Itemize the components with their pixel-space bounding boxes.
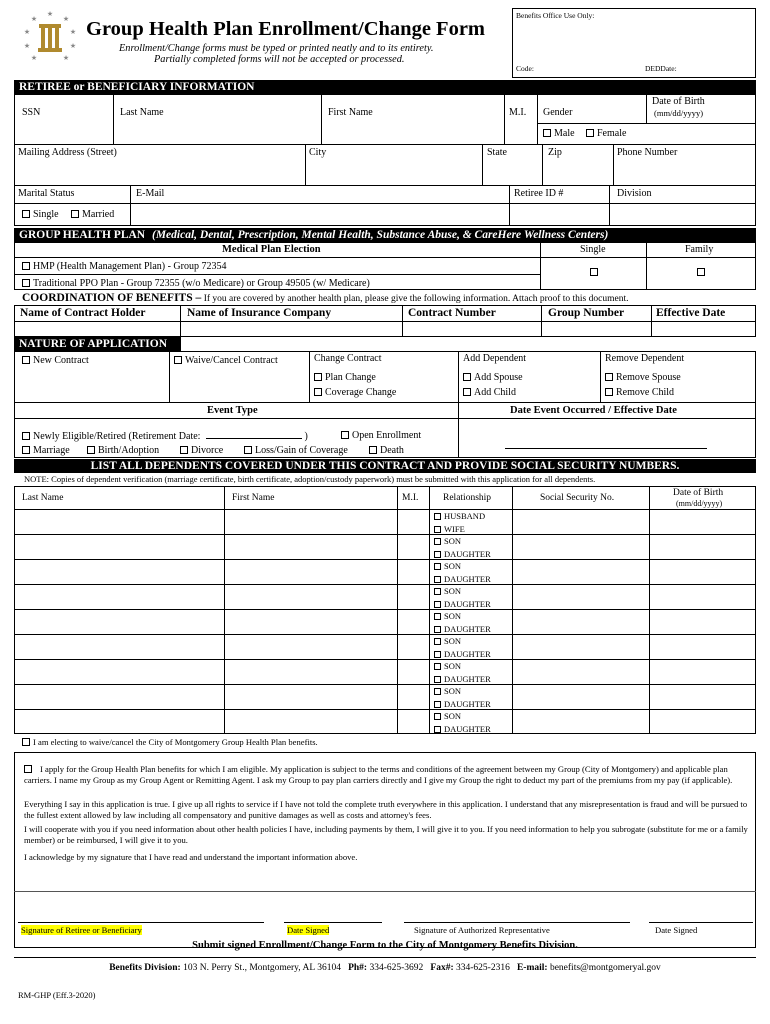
married-checkbox[interactable]	[71, 210, 79, 218]
son-label: SON	[444, 611, 462, 621]
son-option[interactable]	[434, 685, 491, 698]
remove-child-checkbox[interactable]	[605, 388, 613, 396]
dob-label: Date of Birth	[652, 96, 705, 107]
dependents-title: LIST ALL DEPENDENTS COVERED UNDER THIS CONTRACT AND PROVIDE SOCIAL SECURITY NUMBERS.	[90, 460, 680, 472]
son-option[interactable]	[434, 660, 491, 673]
daughter-label: DAUGHTER	[444, 598, 491, 609]
ssn-label: SSN	[22, 107, 41, 118]
daughter-option[interactable]	[434, 573, 491, 586]
remove-child-option[interactable]	[605, 387, 674, 398]
date-signed-line-2[interactable]	[649, 922, 753, 923]
daughter-checkbox[interactable]	[434, 701, 441, 708]
marriage-label: Marriage	[33, 445, 70, 456]
gender-label: Gender	[543, 107, 573, 118]
medical-plan-election-header: Medical Plan Election	[222, 244, 321, 255]
rel-row-1	[434, 510, 485, 535]
daughter-option[interactable]	[434, 598, 491, 611]
form-subtitle-2: Partially completed forms will not be accepted or processed.	[154, 54, 405, 65]
loss-gain-label: Loss/Gain of Coverage	[255, 445, 348, 456]
dep-relationship-header: Relationship	[443, 493, 492, 503]
single-plan-checkbox[interactable]	[590, 268, 598, 276]
terms-paragraph-1	[24, 764, 754, 786]
contract-holder-header: Name of Contract Holder	[20, 307, 146, 319]
terms-p1-text: I apply for the Group Health Plan benefits for which I am eligible. My application is subject to the terms and conditions of the agreement between my Group (City of Montgomery) and applicable plan carriers. I name my Group as my Group Agent or Remitting Agent. I ask my Group to pay plan carriers directly and I give my Group the right to deduct my part of the premiums from my pay (if applicable).	[24, 764, 733, 785]
husband-label: HUSBAND	[444, 511, 486, 521]
daughter-checkbox[interactable]	[434, 626, 441, 633]
division-label: Benefits Division:	[109, 963, 181, 973]
female-checkbox[interactable]	[586, 129, 594, 137]
wife-label: WIFE	[444, 523, 465, 534]
mailing-address-label: Mailing Address (Street)	[18, 147, 117, 158]
daughter-checkbox[interactable]	[434, 576, 441, 583]
son-label: SON	[444, 561, 462, 571]
plan-section-subtitle: (Medical, Dental, Prescription, Mental Health, Substance Abuse, & CareHere Wellness Centers)	[151, 229, 609, 241]
rep-signature-label: Signature of Authorized Representative	[414, 925, 550, 935]
zip-label: Zip	[548, 147, 562, 158]
plan-change-label: Plan Change	[325, 372, 376, 383]
newly-eligible-checkbox[interactable]	[22, 432, 30, 440]
state-label: State	[487, 147, 507, 158]
ppo-checkbox[interactable]	[22, 279, 30, 287]
dependent-row-divider	[14, 709, 756, 710]
open-enrollment-checkbox[interactable]	[341, 431, 349, 439]
dependent-row-divider	[14, 684, 756, 685]
fax-label: Fax#:	[430, 963, 454, 973]
son-checkbox[interactable]	[434, 663, 441, 670]
svg-text:★: ★	[23, 28, 31, 36]
dependents-section-header	[14, 459, 756, 473]
daughter-option[interactable]	[434, 698, 491, 711]
svg-text:★: ★	[62, 54, 70, 62]
dependent-row-divider	[14, 534, 756, 535]
cob-description: If you are covered by another health plan, please give the following information. Attach proof to this document.	[203, 294, 629, 304]
form-title: Group Health Plan Enrollment/Change Form	[86, 18, 486, 40]
rel-row-8	[434, 685, 491, 710]
division-label: Division	[617, 188, 652, 199]
form-subtitle-1: Enrollment/Change forms must be typed or printed neatly and to its entirety.	[119, 43, 434, 54]
son-checkbox[interactable]	[434, 563, 441, 570]
code-label: Code:	[516, 64, 534, 73]
plan-change-option[interactable]	[314, 372, 376, 383]
waive-contract-option[interactable]	[174, 355, 278, 366]
waive-benefits-text: I am electing to waive/cancel the City of Montgomery Group Health Plan benefits.	[33, 737, 318, 747]
contract-number-header: Contract Number	[408, 307, 496, 319]
female-label: Female	[597, 128, 627, 139]
mi-label: M.I.	[509, 107, 527, 118]
dependent-row-divider	[14, 584, 756, 585]
male-checkbox[interactable]	[543, 129, 551, 137]
plan-change-checkbox[interactable]	[314, 373, 322, 381]
single-header: Single	[580, 244, 606, 255]
add-child-option[interactable]	[463, 387, 516, 398]
dependent-row-divider	[14, 509, 756, 510]
daughter-checkbox[interactable]	[434, 651, 441, 658]
email-label: E-Mail	[136, 188, 165, 199]
plan-section-title: GROUP HEALTH PLAN	[19, 229, 146, 241]
svg-text:★: ★	[62, 15, 70, 23]
date-event-header: Date Event Occurred / Effective Date	[510, 405, 677, 416]
death-label: Death	[380, 445, 404, 456]
retirement-date-input[interactable]	[206, 430, 302, 439]
son-option[interactable]	[434, 710, 491, 723]
daughter-option[interactable]	[434, 673, 491, 686]
dob-format-label: (mm/dd/yyyy)	[654, 108, 704, 118]
city-seal-logo	[22, 8, 78, 64]
coverage-change-option[interactable]	[314, 387, 396, 398]
waive-benefits-checkbox[interactable]	[22, 738, 30, 746]
group-number-header: Group Number	[548, 307, 625, 319]
event-date-input[interactable]	[505, 448, 707, 449]
divorce-label: Divorce	[191, 445, 224, 456]
hmp-checkbox[interactable]	[22, 262, 30, 270]
birth-adoption-checkbox[interactable]	[87, 446, 95, 454]
change-contract-label: Change Contract	[314, 353, 382, 364]
daughter-option[interactable]	[434, 623, 491, 636]
divorce-checkbox[interactable]	[180, 446, 188, 454]
family-header: Family	[685, 244, 714, 255]
dependent-row-divider	[14, 559, 756, 560]
rel-row-5	[434, 610, 491, 635]
dependent-row-divider	[14, 609, 756, 610]
dep-dob-header: Date of Birth	[673, 488, 724, 498]
svg-text:★: ★	[30, 54, 38, 62]
dep-mi-header: M.I.	[402, 493, 419, 503]
daughter-checkbox[interactable]	[434, 676, 441, 683]
svg-text:★: ★	[46, 10, 54, 18]
hmp-label: HMP (Health Management Plan) - Group 72354	[33, 261, 227, 272]
insurance-company-header: Name of Insurance Company	[187, 307, 332, 319]
ded-date-label: DEDDate:	[645, 64, 677, 73]
rel-row-2	[434, 535, 491, 560]
remove-spouse-checkbox[interactable]	[605, 373, 613, 381]
son-checkbox[interactable]	[434, 538, 441, 545]
family-plan-checkbox[interactable]	[697, 268, 705, 276]
new-contract-checkbox[interactable]	[22, 356, 30, 364]
retiree-id-label: Retiree ID #	[514, 188, 564, 199]
daughter-option[interactable]	[434, 723, 491, 736]
rep-signature-line[interactable]	[404, 922, 630, 923]
event-type-header: Event Type	[207, 405, 258, 416]
dep-ssn-header: Social Security No.	[540, 493, 615, 503]
office-use-box	[512, 8, 756, 78]
effective-date-header: Effective Date	[656, 307, 726, 319]
son-option[interactable]	[434, 610, 491, 623]
single-label: Single	[33, 209, 59, 220]
add-spouse-option[interactable]	[463, 372, 523, 383]
rel-row-7	[434, 660, 491, 685]
cob-header	[22, 292, 628, 304]
first-name-label: First Name	[328, 107, 373, 118]
date-signed-label-2: Date Signed	[655, 925, 698, 935]
terms-paragraph-4: I acknowledge by my signature that I have read and understand the important information above.	[24, 852, 358, 862]
office-use-label: Benefits Office Use Only:	[516, 11, 595, 20]
rel-row-3	[434, 560, 491, 585]
marital-single-option[interactable]	[22, 209, 59, 220]
svg-text:★: ★	[30, 15, 38, 23]
son-option[interactable]	[434, 585, 491, 598]
nature-section-header: NATURE OF APPLICATION	[14, 337, 181, 351]
add-spouse-label: Add Spouse	[474, 372, 523, 383]
waive-contract-checkbox[interactable]	[174, 356, 182, 364]
dependent-row-divider	[14, 634, 756, 635]
marital-status-label: Marital Status	[18, 188, 75, 199]
gender-female-option[interactable]	[586, 128, 626, 139]
husband-option[interactable]	[434, 510, 485, 523]
loss-gain-checkbox[interactable]	[244, 446, 252, 454]
daughter-checkbox[interactable]	[434, 551, 441, 558]
son-option[interactable]	[434, 560, 491, 573]
single-checkbox[interactable]	[22, 210, 30, 218]
contact-line	[0, 963, 770, 973]
add-spouse-checkbox[interactable]	[463, 373, 471, 381]
ppo-plan-option[interactable]	[22, 278, 370, 289]
add-dependent-label: Add Dependent	[463, 353, 527, 364]
daughter-checkbox[interactable]	[434, 601, 441, 608]
add-child-label: Add Child	[474, 387, 516, 398]
marriage-checkbox[interactable]	[22, 446, 30, 454]
son-option[interactable]	[434, 635, 491, 648]
phone-label: Phone Number	[617, 147, 678, 158]
remove-dependent-label: Remove Dependent	[605, 353, 685, 364]
waive-benefits-option[interactable]	[22, 737, 318, 747]
rel-row-9	[434, 710, 491, 735]
ppo-label: Traditional PPO Plan - Group 72355 (w/o Medicare) or Group 49505 (w/ Medicare)	[33, 278, 370, 289]
son-label: SON	[444, 661, 462, 671]
daughter-checkbox[interactable]	[434, 726, 441, 733]
daughter-label: DAUGHTER	[444, 548, 491, 559]
rel-row-6	[434, 635, 491, 660]
daughter-label: DAUGHTER	[444, 573, 491, 584]
wife-checkbox[interactable]	[434, 526, 441, 533]
husband-checkbox[interactable]	[434, 513, 441, 520]
son-label: SON	[444, 636, 462, 646]
coverage-change-label: Coverage Change	[325, 387, 397, 398]
loss-gain-option[interactable]	[244, 445, 348, 456]
svg-text:★: ★	[23, 42, 31, 50]
son-label: SON	[444, 711, 462, 721]
son-checkbox[interactable]	[434, 588, 441, 595]
plan-section-header	[14, 228, 756, 242]
newly-eligible-label: Newly Eligible/Retired (Retirement Date:	[33, 431, 201, 442]
son-label: SON	[444, 536, 462, 546]
waive-contract-label: Waive/Cancel Contract	[185, 355, 278, 366]
email-link[interactable]: benefits@montgomeryal.gov	[549, 963, 661, 973]
last-name-label: Last Name	[120, 107, 164, 118]
dependent-row-divider	[14, 659, 756, 660]
son-checkbox[interactable]	[434, 688, 441, 695]
form-id: RM-GHP (Eff.3-2020)	[18, 990, 96, 1000]
coverage-change-checkbox[interactable]	[314, 388, 322, 396]
son-label: SON	[444, 586, 462, 596]
dependents-note: NOTE: Copies of dependent verification (marriage certificate, birth certificate, adoption/custody paperwork) must be submitted with this application for all dependents.	[24, 474, 596, 484]
birth-adoption-label: Birth/Adoption	[98, 445, 160, 456]
new-contract-label: New Contract	[33, 355, 89, 366]
apply-checkbox[interactable]	[24, 765, 32, 773]
daughter-label: DAUGHTER	[444, 673, 491, 684]
retiree-signature-line[interactable]	[18, 922, 264, 923]
daughter-option[interactable]	[434, 648, 491, 661]
dep-last-name-header: Last Name	[22, 493, 64, 503]
svg-text:★: ★	[69, 28, 77, 36]
date-signed-label-1: Date Signed	[287, 925, 330, 935]
open-enrollment-option[interactable]	[341, 430, 421, 441]
dep-dob-format-header: (mm/dd/yyyy)	[676, 499, 723, 508]
remove-spouse-option[interactable]	[605, 372, 681, 383]
daughter-label: DAUGHTER	[444, 698, 491, 709]
fax-number: 334-625-2316	[456, 963, 510, 973]
son-checkbox[interactable]	[434, 638, 441, 645]
new-contract-option[interactable]	[22, 355, 89, 366]
phone-number: 334-625-3692	[369, 963, 424, 973]
birth-adoption-option[interactable]	[87, 445, 159, 456]
terms-paragraph-3: I will cooperate with you if you need information about other health policies I have, including payments by them, I will give it to you. If you need information to help you subrogate (substitute for me or a family member) or be reimbursed, I will give it to you.	[24, 824, 748, 845]
son-label: SON	[444, 686, 462, 696]
open-enrollment-label: Open Enrollment	[352, 430, 422, 441]
son-checkbox[interactable]	[434, 613, 441, 620]
divorce-option[interactable]	[180, 445, 223, 456]
city-label: City	[309, 147, 327, 158]
married-label: Married	[82, 209, 115, 220]
date-signed-line-1[interactable]	[284, 922, 382, 923]
male-label: Male	[554, 128, 575, 139]
retiree-signature-label: Signature of Retiree or Beneficiary	[21, 925, 142, 935]
svg-text:★: ★	[69, 42, 77, 50]
daughter-label: DAUGHTER	[444, 648, 491, 659]
daughter-label: DAUGHTER	[444, 623, 491, 634]
son-checkbox[interactable]	[434, 713, 441, 720]
remove-child-label: Remove Child	[616, 387, 675, 398]
daughter-label: DAUGHTER	[444, 723, 491, 734]
rel-row-4	[434, 585, 491, 610]
marital-married-option[interactable]	[71, 209, 114, 220]
division-address: 103 N. Perry St., Montgomery, AL 36104	[183, 963, 341, 973]
terms-paragraph-2: Everything I say in this application is true. I give up all rights to service if I have not told the complete truth everywhere in this application. I understand that any misrepresentation is fraud and will be pursued to the fullest extent allowed by law including all compensatory and punitive damages as well as costs and attorney's fees.	[24, 799, 748, 820]
son-option[interactable]	[434, 535, 491, 548]
cob-title: COORDINATION OF BENEFITS –	[22, 292, 202, 304]
dependents-table	[14, 486, 756, 734]
daughter-option[interactable]	[434, 548, 491, 561]
wife-option[interactable]	[434, 523, 485, 536]
dep-first-name-header: First Name	[232, 493, 275, 503]
death-option[interactable]	[369, 445, 404, 456]
submit-instruction: Submit signed Enrollment/Change Form to the City of Montgomery Benefits Division.	[192, 940, 578, 951]
phone-label: Ph#:	[348, 963, 368, 973]
hmp-plan-option[interactable]	[22, 261, 226, 272]
newly-eligible-option[interactable]: Newly Eligible/Retired (Retirement Date: )	[22, 430, 308, 442]
remove-spouse-label: Remove Spouse	[616, 372, 681, 383]
email-contact-label: E-mail:	[516, 963, 548, 973]
add-child-checkbox[interactable]	[463, 388, 471, 396]
death-checkbox[interactable]	[369, 446, 377, 454]
retiree-section-header: RETIREE or BENEFICIARY INFORMATION	[14, 80, 756, 94]
marriage-option[interactable]	[22, 445, 70, 456]
gender-male-option[interactable]	[543, 128, 575, 139]
